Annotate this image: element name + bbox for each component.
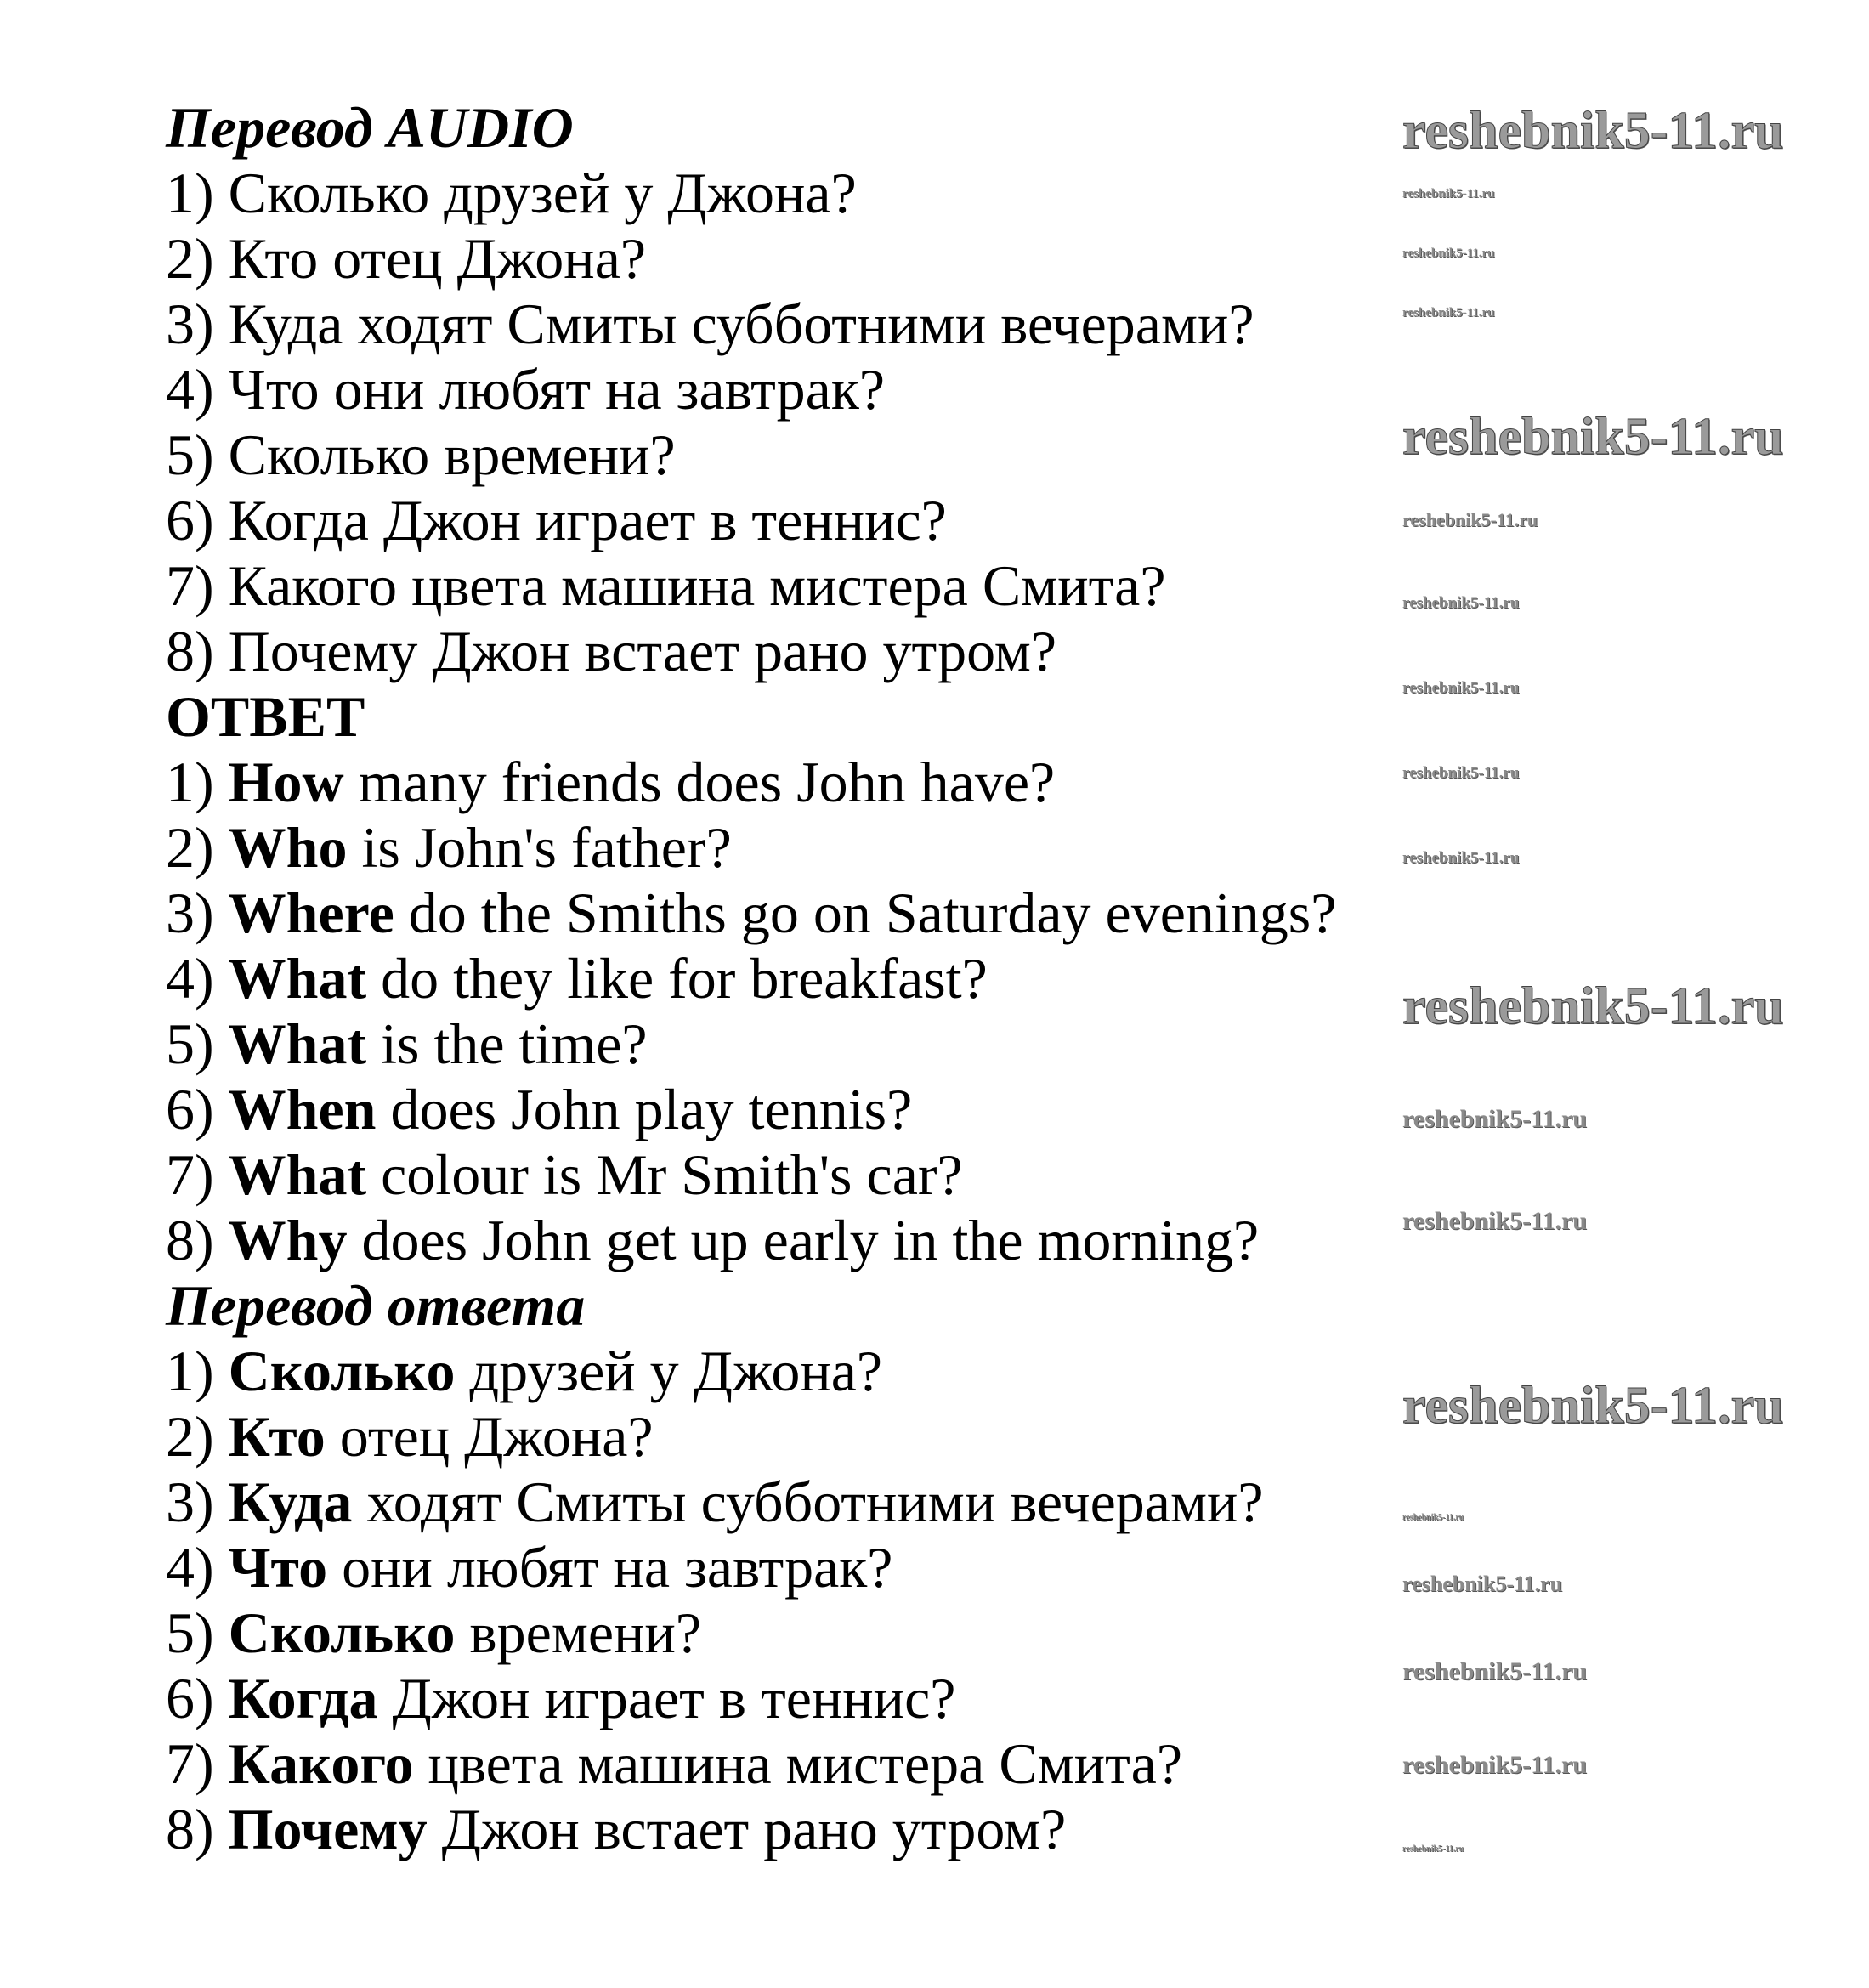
question-item: 7) Какого цвета машина мистера Смита? bbox=[166, 553, 1166, 618]
watermark: reshebnik5-11.ru bbox=[1402, 187, 1495, 201]
question-word: Что bbox=[228, 1535, 328, 1600]
question-word: Who bbox=[228, 815, 348, 880]
section-title-answer-translation: Перевод ответа bbox=[166, 1273, 586, 1338]
item-number: 5) bbox=[166, 1011, 229, 1076]
watermark: reshebnik5-11.ru bbox=[1402, 1377, 1784, 1435]
item-text: отец Джона? bbox=[325, 1404, 654, 1469]
question-word: What bbox=[228, 1142, 367, 1207]
question-item: 3) Куда ходят Смиты субботними вечерами? bbox=[166, 292, 1254, 356]
watermark: reshebnik5-11.ru bbox=[1402, 1572, 1563, 1596]
item-text: Джон встает рано утром? bbox=[427, 1797, 1067, 1861]
item-number: 3) bbox=[166, 881, 229, 945]
document bbox=[166, 95, 1336, 1862]
item-text: is the time? bbox=[366, 1011, 648, 1076]
question-item: 6) Когда Джон играет в теннис? bbox=[166, 488, 947, 552]
item-number: 4) bbox=[166, 1535, 229, 1600]
question-item: 5) Сколько времени? bbox=[166, 422, 676, 487]
answer-translation-item bbox=[166, 1339, 1336, 1404]
answer-translation-item bbox=[166, 1731, 1336, 1797]
question-word: How bbox=[228, 750, 344, 814]
answer-item bbox=[166, 1011, 1336, 1077]
watermark: reshebnik5-11.ru bbox=[1402, 1207, 1587, 1235]
item-number: 8) bbox=[166, 1208, 229, 1272]
item-text: ходят Смиты субботними вечерами? bbox=[352, 1470, 1264, 1534]
item-number: 8) bbox=[166, 1797, 229, 1861]
answer-translation-item bbox=[166, 1666, 1336, 1731]
answer-translation-item bbox=[166, 1404, 1336, 1470]
item-number: 2) bbox=[166, 1404, 229, 1469]
question-item: 2) Кто отец Джона? bbox=[166, 226, 647, 291]
answer-item bbox=[166, 1077, 1336, 1142]
item-number: 6) bbox=[166, 1666, 229, 1730]
question-word: Сколько bbox=[228, 1600, 456, 1665]
item-text: цвета машина мистера Смита? bbox=[413, 1731, 1182, 1796]
item-number: 5) bbox=[166, 1600, 229, 1665]
watermark: reshebnik5-11.ru bbox=[1402, 679, 1520, 697]
item-text: времени? bbox=[455, 1600, 702, 1665]
question-word: What bbox=[228, 1011, 367, 1076]
watermark: reshebnik5-11.ru bbox=[1402, 594, 1520, 612]
watermark: reshebnik5-11.ru bbox=[1402, 246, 1495, 260]
item-number: 7) bbox=[166, 1142, 229, 1207]
watermark: reshebnik5-11.ru bbox=[1402, 1751, 1587, 1779]
watermark: reshebnik5-11.ru bbox=[1402, 1844, 1464, 1854]
item-number: 1) bbox=[166, 750, 229, 814]
question-word: Почему bbox=[228, 1797, 428, 1861]
answer-item bbox=[166, 1142, 1336, 1208]
question-word: Куда bbox=[228, 1470, 353, 1534]
question-word: Why bbox=[228, 1208, 348, 1272]
answer-translation-item bbox=[166, 1600, 1336, 1666]
answer-translation-item bbox=[166, 1470, 1336, 1535]
item-number: 1) bbox=[166, 1339, 229, 1403]
watermark: reshebnik5-11.ru bbox=[1402, 764, 1520, 782]
section-title-answer: ОТВЕТ bbox=[166, 684, 365, 749]
answer-translation-item bbox=[166, 1797, 1336, 1862]
question-word: Кто bbox=[228, 1404, 326, 1469]
item-number: 3) bbox=[166, 1470, 229, 1534]
watermark: reshebnik5-11.ru bbox=[1402, 1105, 1587, 1133]
question-item: 4) Что они любят на завтрак? bbox=[166, 357, 886, 422]
answer-item bbox=[166, 881, 1336, 946]
watermark: reshebnik5-11.ru bbox=[1402, 977, 1784, 1035]
question-item: 8) Почему Джон встает рано утром? bbox=[166, 619, 1057, 683]
watermark: reshebnik5-11.ru bbox=[1402, 1513, 1464, 1522]
item-text: do the Smiths go on Saturday evenings? bbox=[394, 881, 1337, 945]
watermark: reshebnik5-11.ru bbox=[1402, 102, 1784, 160]
answer-item bbox=[166, 1208, 1336, 1273]
question-word: Когда bbox=[228, 1666, 378, 1730]
question-word: What bbox=[228, 946, 367, 1011]
item-text: does John play tennis? bbox=[376, 1077, 913, 1141]
item-text: друзей у Джона? bbox=[455, 1339, 883, 1403]
answer-item bbox=[166, 750, 1336, 815]
question-item: 1) Сколько друзей у Джона? bbox=[166, 161, 857, 225]
item-number: 7) bbox=[166, 1731, 229, 1796]
question-word: Сколько bbox=[228, 1339, 456, 1403]
watermark: reshebnik5-11.ru bbox=[1402, 1657, 1587, 1685]
item-text: они любят на завтрак? bbox=[327, 1535, 893, 1600]
item-number: 4) bbox=[166, 946, 229, 1011]
question-word: Какого bbox=[228, 1731, 414, 1796]
item-text: does John get up early in the morning? bbox=[347, 1208, 1260, 1272]
answer-item bbox=[166, 815, 1336, 881]
question-word: Where bbox=[228, 881, 394, 945]
answer-item bbox=[166, 946, 1336, 1011]
item-number: 2) bbox=[166, 815, 229, 880]
item-text: colour is Mr Smith's car? bbox=[366, 1142, 963, 1207]
watermark: reshebnik5-11.ru bbox=[1402, 408, 1784, 466]
watermark: reshebnik5-11.ru bbox=[1402, 849, 1520, 867]
item-text: Джон играет в теннис? bbox=[377, 1666, 956, 1730]
watermark: reshebnik5-11.ru bbox=[1402, 509, 1538, 530]
question-word: When bbox=[228, 1077, 377, 1141]
section-title-audio-translation: Перевод AUDIO bbox=[166, 95, 574, 160]
item-number: 6) bbox=[166, 1077, 229, 1141]
item-text: is John's father? bbox=[347, 815, 732, 880]
item-text: do they like for breakfast? bbox=[366, 946, 988, 1011]
answer-translation-item bbox=[166, 1535, 1336, 1600]
item-text: many friends does John have? bbox=[343, 750, 1056, 814]
watermark: reshebnik5-11.ru bbox=[1402, 306, 1495, 320]
